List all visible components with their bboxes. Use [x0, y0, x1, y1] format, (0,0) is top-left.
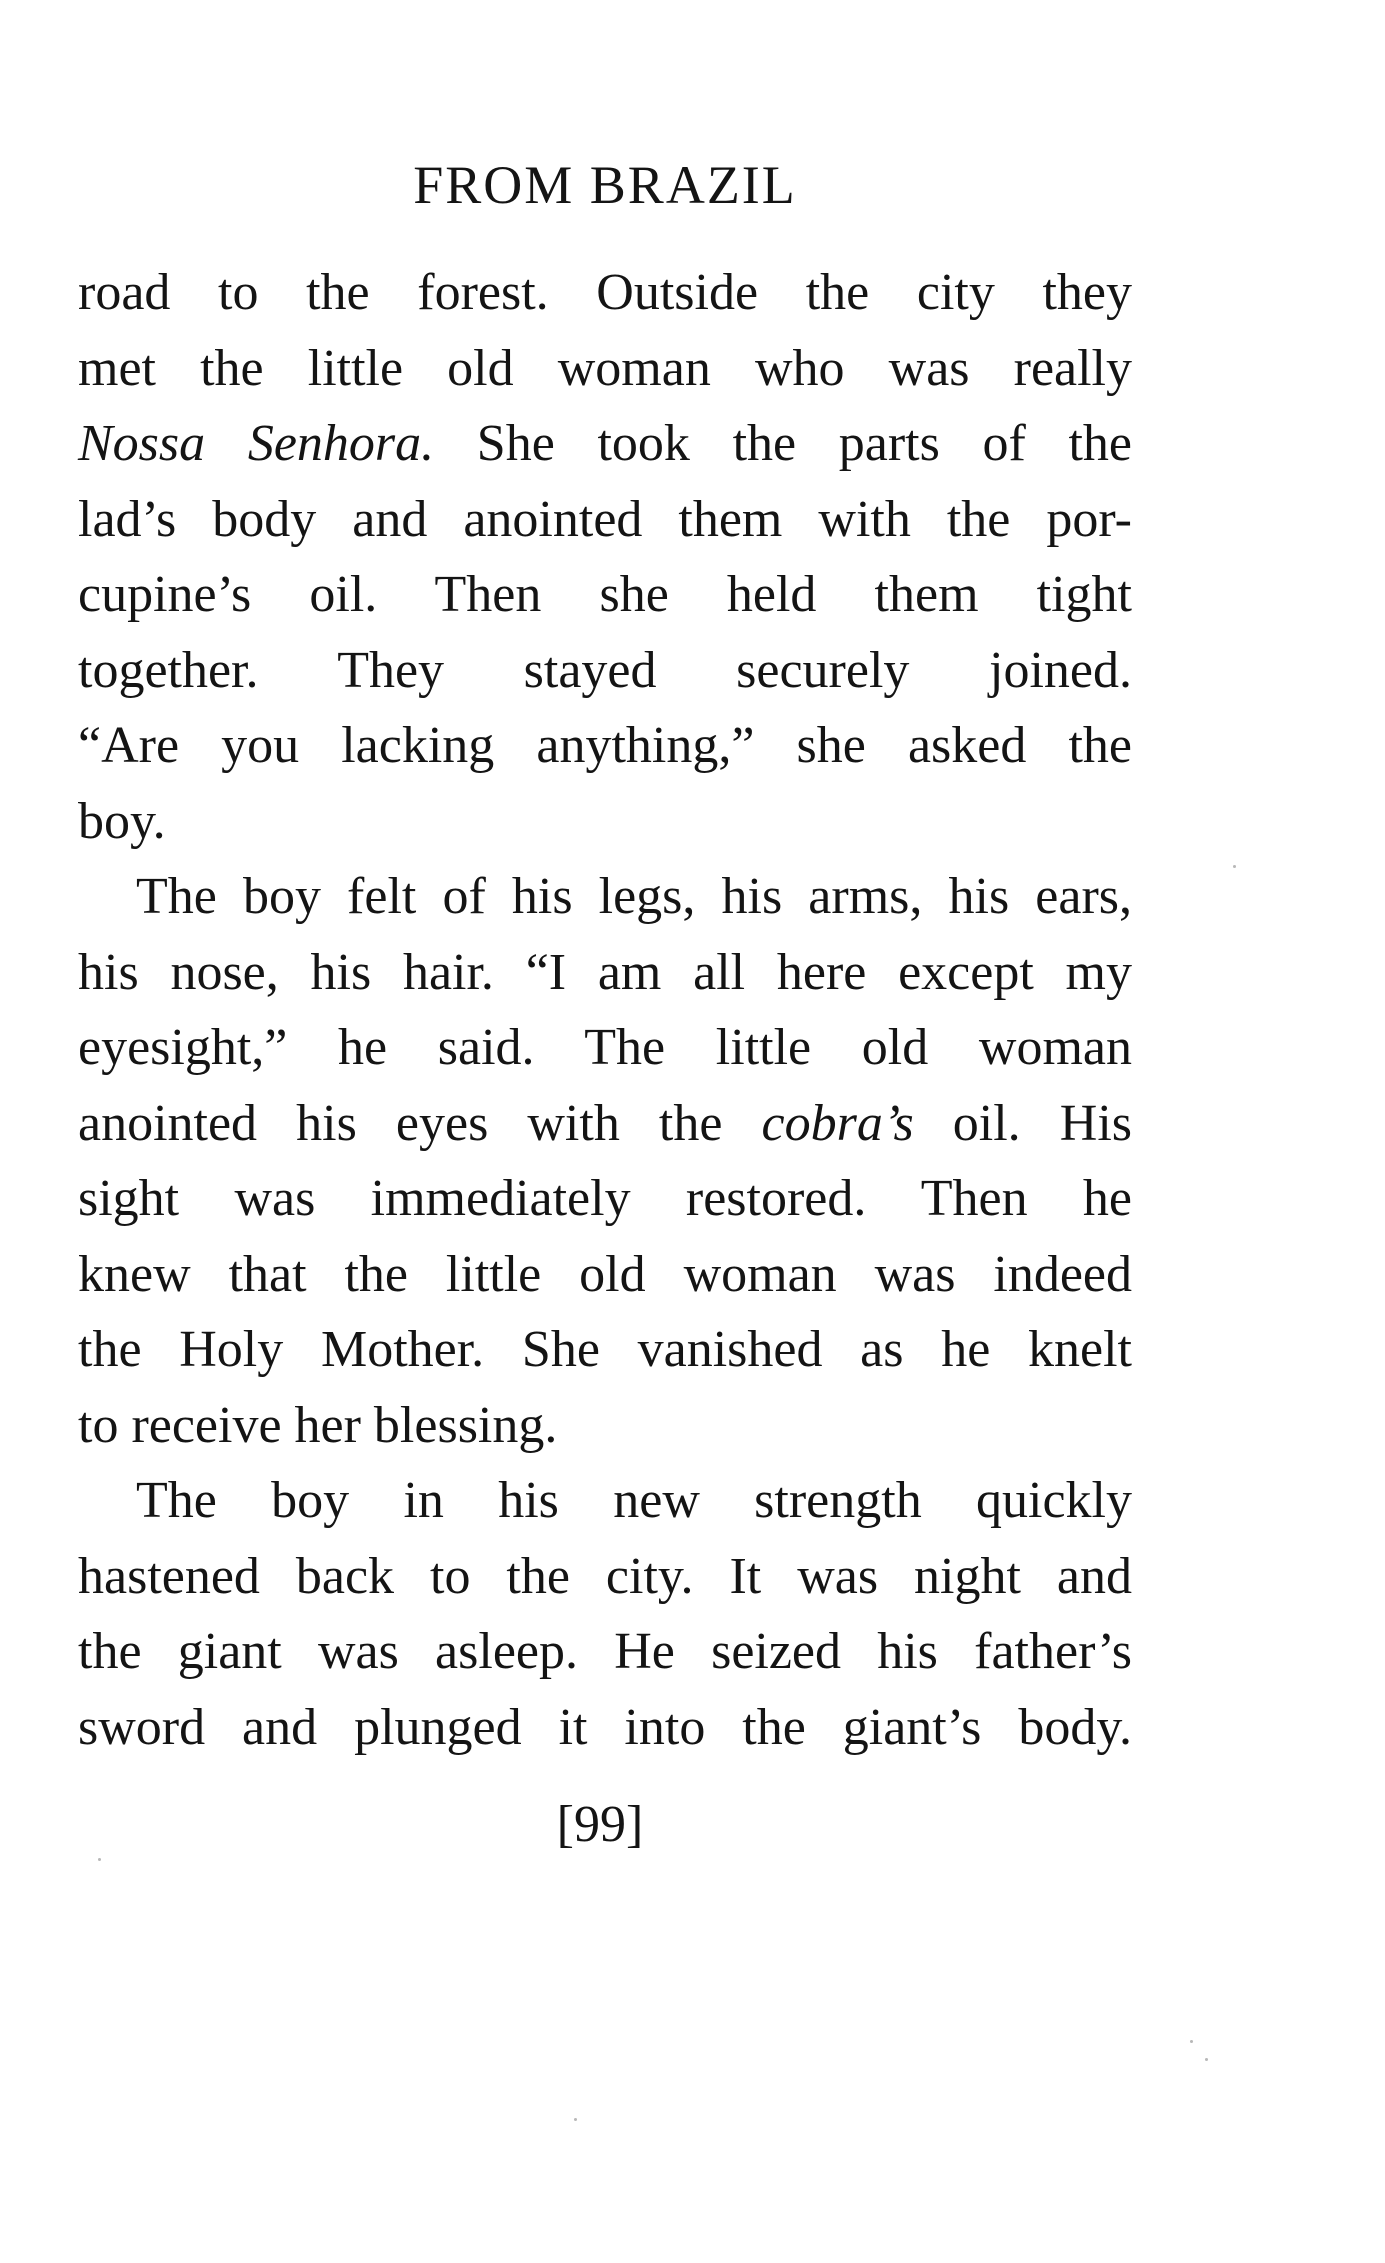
- text-line: to receive her blessing.: [78, 1396, 558, 1454]
- text-line: lad’s body and anointed them with the por-: [78, 490, 1132, 548]
- text-line: “Are you lacking anything,” she asked the: [78, 717, 1132, 774]
- running-head: FROM BRAZIL: [413, 155, 797, 215]
- body-text: [78, 255, 1132, 1765]
- text-line: the giant was asleep. He seized his father’s: [78, 1623, 1132, 1680]
- text-line: road to the forest. Outside the city they: [78, 264, 1132, 321]
- text-line: The boy felt of his legs, his arms, his ears,: [136, 868, 1132, 925]
- paper-speck: [1205, 2058, 1208, 2061]
- text-line: boy.: [78, 792, 166, 850]
- text-line: together. They stayed securely joined.: [78, 641, 1132, 699]
- text-line: eyesight,” he said. The little old woman: [78, 1019, 1132, 1076]
- paper-speck: [1190, 2040, 1193, 2043]
- page-number: [99]: [556, 1796, 644, 1853]
- text-line: anointed his eyes with the cobra’s oil. His: [78, 1094, 1132, 1152]
- text-line: met the little old woman who was really: [78, 339, 1132, 397]
- paper-speck: [574, 2118, 577, 2121]
- paper-speck: [1233, 865, 1236, 868]
- text-line: Nossa Senhora. She took the parts of the: [78, 415, 1132, 472]
- italic-phrase: Nossa Senhora.: [78, 415, 435, 472]
- text-line: The boy in his new strength quickly: [136, 1472, 1132, 1529]
- text-line: hastened back to the city. It was night and: [78, 1547, 1132, 1605]
- paper-speck: [98, 1858, 101, 1861]
- text-line: sword and plunged it into the giant’s body.: [78, 1698, 1132, 1756]
- italic-phrase: cobra’s: [761, 1094, 914, 1152]
- text-line: knew that the little old woman was indeed: [78, 1245, 1132, 1303]
- text-line: sight was immediately restored. Then he: [78, 1170, 1132, 1227]
- text-line: the Holy Mother. She vanished as he knelt: [78, 1321, 1132, 1378]
- text-line: cupine’s oil. Then she held them tight: [78, 566, 1132, 623]
- text-line: his nose, his hair. “I am all here except my: [78, 943, 1132, 1001]
